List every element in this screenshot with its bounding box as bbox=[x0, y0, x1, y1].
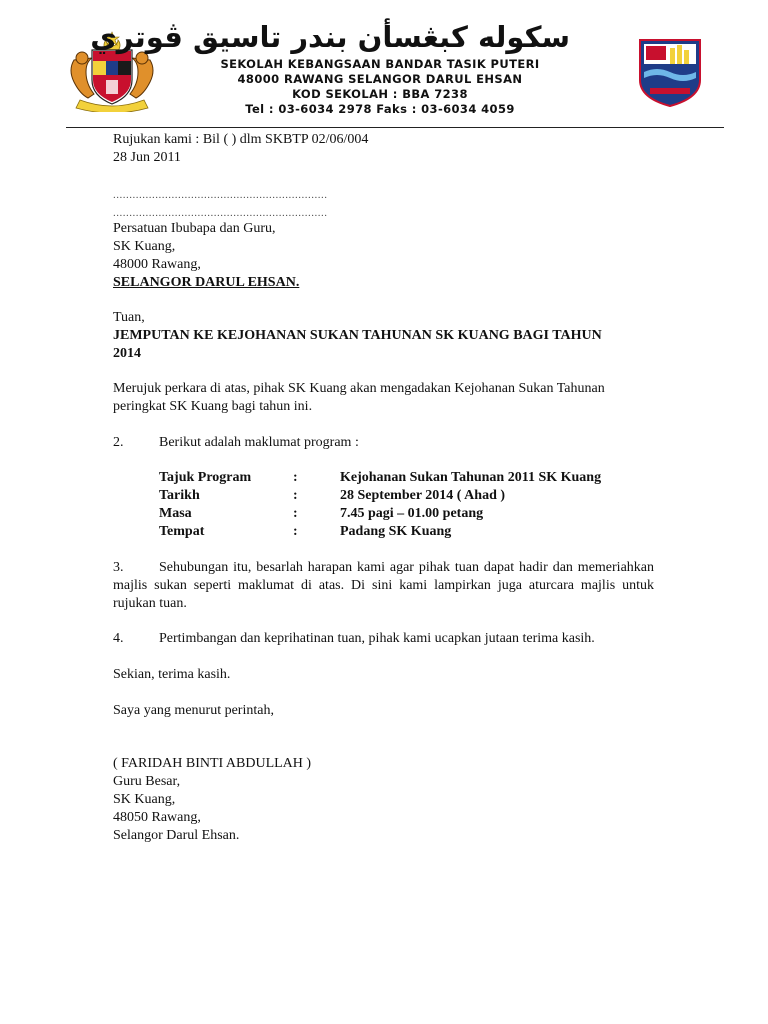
recipient-line: 48000 Rawang, bbox=[113, 257, 201, 272]
signatory-name: ( FARIDAH BINTI ABDULLAH ) bbox=[113, 756, 312, 771]
closing-thanks: Sekian, terima kasih. bbox=[113, 667, 231, 682]
program-separator: : bbox=[293, 488, 298, 503]
school-contact: Tel : 03-6034 2978 Faks : 03-6034 4059 bbox=[245, 102, 515, 116]
subject-heading-year: 2014 bbox=[113, 346, 141, 361]
paragraph-number: 4. bbox=[113, 631, 124, 646]
signatory-school: SK Kuang, bbox=[113, 792, 176, 807]
signatory-postcode: 48050 Rawang, bbox=[113, 810, 201, 825]
school-name-jawi: سکوله کبڠسأن بندر تاسيق ڤوتري bbox=[90, 20, 570, 54]
program-value: Padang SK Kuang bbox=[340, 524, 452, 539]
recipient-line: Persatuan Ibubapa dan Guru, bbox=[113, 221, 276, 236]
recipient-state: SELANGOR DARUL EHSAN. bbox=[113, 275, 300, 290]
program-value: 28 September 2014 ( Ahad ) bbox=[340, 488, 506, 503]
dotted-line: .................................................................. bbox=[113, 207, 328, 219]
program-label: Tempat bbox=[159, 524, 205, 539]
paragraph-1-line: Merujuk perkara di atas, pihak SK Kuang akan mengadakan Kejohanan Sukan Tahunan bbox=[113, 381, 605, 396]
school-name: SEKOLAH KEBANGSAAN BANDAR TASIK PUTERI bbox=[220, 57, 540, 71]
paragraph-number: 2. bbox=[113, 435, 124, 450]
salutation: Tuan, bbox=[113, 310, 145, 325]
program-value: Kejohanan Sukan Tahunan 2011 SK Kuang bbox=[340, 470, 602, 485]
program-separator: : bbox=[293, 470, 298, 485]
paragraph-number: 3. bbox=[113, 560, 124, 575]
subject-heading: JEMPUTAN KE KEJOHANAN SUKAN TAHUNAN SK KUANG BAGI TAHUN bbox=[113, 328, 602, 343]
recipient-line: SK Kuang, bbox=[113, 239, 176, 254]
program-label: Masa bbox=[159, 506, 192, 521]
paragraph-3-text: Sehubungan itu, besarlah harapan kami agar pihak tuan dapat hadir dan memeriahkan majlis sukan seperti maklumat di atas. Di sini kami lampirkan juga aturcara majlis untuk rujukan tuan. bbox=[113, 560, 654, 611]
dotted-line: .................................................................. bbox=[113, 189, 328, 201]
program-label: Tajuk Program bbox=[159, 470, 252, 485]
school-crest-icon bbox=[636, 36, 704, 108]
school-address: 48000 RAWANG SELANGOR DARUL EHSAN bbox=[237, 72, 523, 86]
program-label: Tarikh bbox=[159, 488, 200, 503]
program-value: 7.45 pagi – 01.00 petang bbox=[340, 506, 484, 521]
closing-yours: Saya yang menurut perintah, bbox=[113, 703, 274, 718]
signatory-title: Guru Besar, bbox=[113, 774, 181, 789]
program-separator: : bbox=[293, 524, 298, 539]
paragraph-1-line: peringkat SK Kuang bagi tahun ini. bbox=[113, 399, 313, 414]
letterhead-divider bbox=[66, 127, 724, 128]
paragraph-2-text: Berikut adalah maklumat program : bbox=[159, 435, 359, 450]
school-code: KOD SEKOLAH : BBA 7238 bbox=[292, 87, 468, 101]
signatory-state: Selangor Darul Ehsan. bbox=[113, 828, 240, 843]
program-separator: : bbox=[293, 506, 298, 521]
reference-number: Rujukan kami : Bil ( ) dlm SKBTP 02/06/004 bbox=[113, 132, 369, 147]
letter-date: 28 Jun 2011 bbox=[113, 150, 181, 165]
paragraph-4-text: Pertimbangan dan keprihatinan tuan, pihak kami ucapkan jutaan terima kasih. bbox=[159, 631, 595, 646]
